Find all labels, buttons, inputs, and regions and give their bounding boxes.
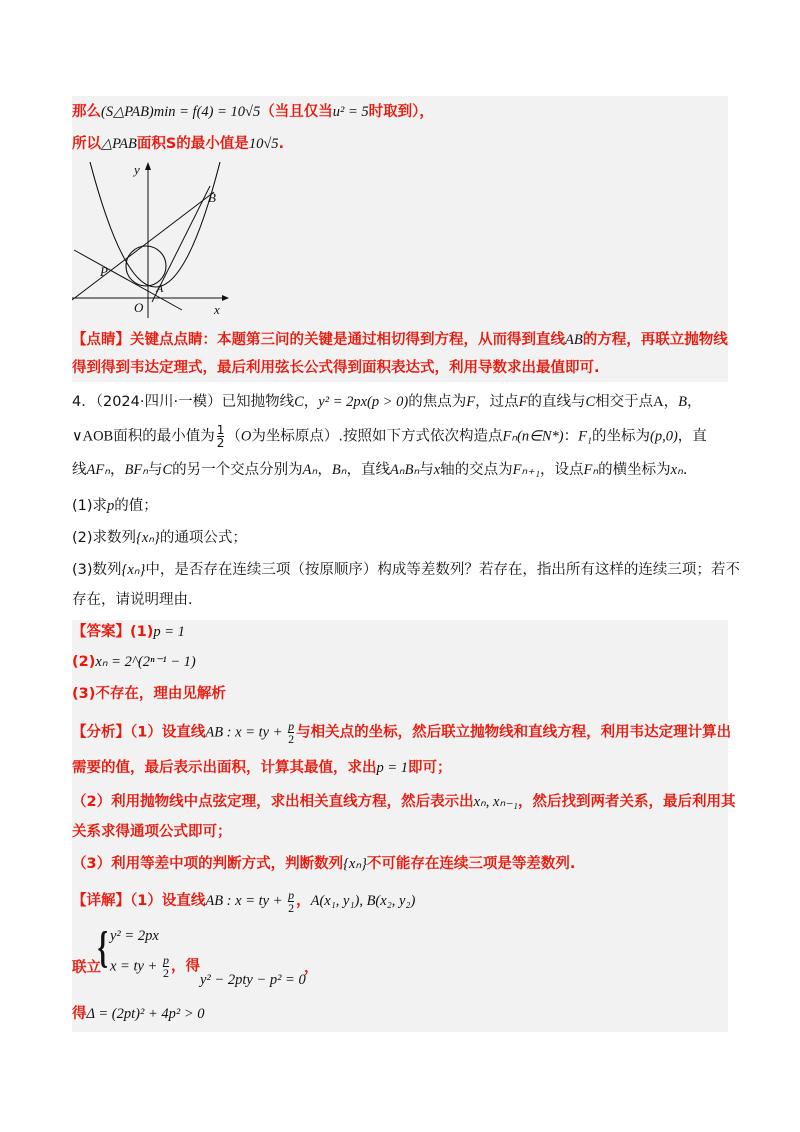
question-2: (2)求数列{xₙ}的通项公式； <box>72 530 247 546</box>
question-3-cont: 存在，请说明理由. <box>72 592 193 608</box>
analysis-line4: 关系求得通项公式即可； <box>72 824 232 840</box>
analysis-line2: 需要的值，最后表示出面积，计算其最值，求出p = 1即可； <box>72 760 452 776</box>
problem-line3: 线AFₙ，BFₙ与C的另一个交点分别为Aₙ，Bₙ，直线AₙBₙ与x轴的交点为Fₙ₊₁，设点Fₙ的横坐标为xₙ. <box>72 462 688 478</box>
problem-line1: 4．（2024·四川·一模）已知抛物线C，y² = 2px(p > 0)的焦点为F，过点F的直线与C相交于点A，B， <box>72 394 702 410</box>
p-over-2-fraction-3: $\frac{p}{2}$ <box>162 953 169 980</box>
label-y: y <box>134 162 140 177</box>
analysis-line5: （3）利用等差中项的判断方式，判断数列{xₙ}不可能存在连续三项是等差数列. <box>72 856 576 872</box>
label-b: B <box>208 190 216 205</box>
label-p: P <box>100 264 108 279</box>
system-brace: { <box>97 923 108 972</box>
p-over-2-fraction-2: $\frac{p}{2}$ <box>288 887 295 915</box>
line-pa <box>74 250 182 310</box>
detail-system: 联立 { y² = 2px x = ty + $\frac{p}{2}$ ，得 y² − 2pty − p² = 0 ， <box>72 923 319 988</box>
detail-line1: 【详解】（1）设直线AB : x = ty + $\frac{p}{2}$ ，A(x₁, y₁), B(x₂, y₂) <box>72 887 416 915</box>
question-1: (1)求p的值； <box>72 498 158 514</box>
question-3: (3)数列{xₙ}中，是否存在连续三项（按原顺序）构成等差数列？若存在，指出所有这样的连续三项；若不 <box>72 562 740 578</box>
answer-1: 【答案】(1)p = 1 <box>72 624 185 640</box>
inner-circle <box>126 246 166 286</box>
dianjing-section <box>72 320 728 382</box>
problem-line2: ∨AOB面积的最小值为 $\frac{1}{2}$ （O为坐标原点）.按照如下方式依次构造点Fₙ(n∈N*)：F₁的坐标为(p,0)，直 <box>72 423 707 450</box>
solution-conclusion <box>72 96 728 158</box>
area-result-line: 所以△PAB面积S的最小值是10√5. <box>72 136 285 152</box>
p-over-2-fraction: $\frac{p}{2}$ <box>288 719 295 746</box>
x-axis-arrow <box>222 295 229 301</box>
problem-4 <box>72 390 740 620</box>
dianjing-line2: 得到得到韦达定理式，最后利用弦长公式得到面积表达式，利用导数求出最值即可. <box>72 360 600 376</box>
dianjing-line1: 【点睛】关键点点睛：本题第三问的关键是通过相切得到方程，从而得到直线AB的方程，再联立抛物线 <box>72 332 728 348</box>
label-o: O <box>134 300 144 315</box>
analysis-line1: 【分析】（1）设直线AB : x = ty + $\frac{p}{2}$ 与相关点的坐标，然后联立抛物线和直线方程，利用韦达定理计算出 <box>72 719 732 746</box>
min-area-line: 那么(S△PAB)min = f(4) = 10√5（当且仅当u² = 5时取到）， <box>72 104 434 120</box>
answer-3: (3)不存在，理由见解析 <box>72 686 226 702</box>
parabola-curve <box>90 162 220 287</box>
answer-2: (2)xₙ = 2^(2ⁿ⁻¹ − 1) <box>72 654 196 670</box>
y-axis-arrow <box>145 162 151 170</box>
label-x: x <box>214 302 220 317</box>
label-a: A <box>156 281 164 295</box>
answer-section <box>72 620 736 1032</box>
analysis-line3: （2）利用抛物线中点弦定理，求出相关直线方程，然后表示出xₙ, xₙ₋₁，然后找到两者关系，最后利用其 <box>72 794 736 810</box>
parabola-figure <box>72 162 232 318</box>
figure-area <box>72 158 728 320</box>
detail-discriminant: 得Δ = (2pt)² + 4p² > 0 <box>72 1006 205 1022</box>
system-line2: x = ty + $\frac{p}{2}$ ，得 <box>110 953 200 980</box>
half-fraction: $\frac{1}{2}$ <box>216 423 225 450</box>
